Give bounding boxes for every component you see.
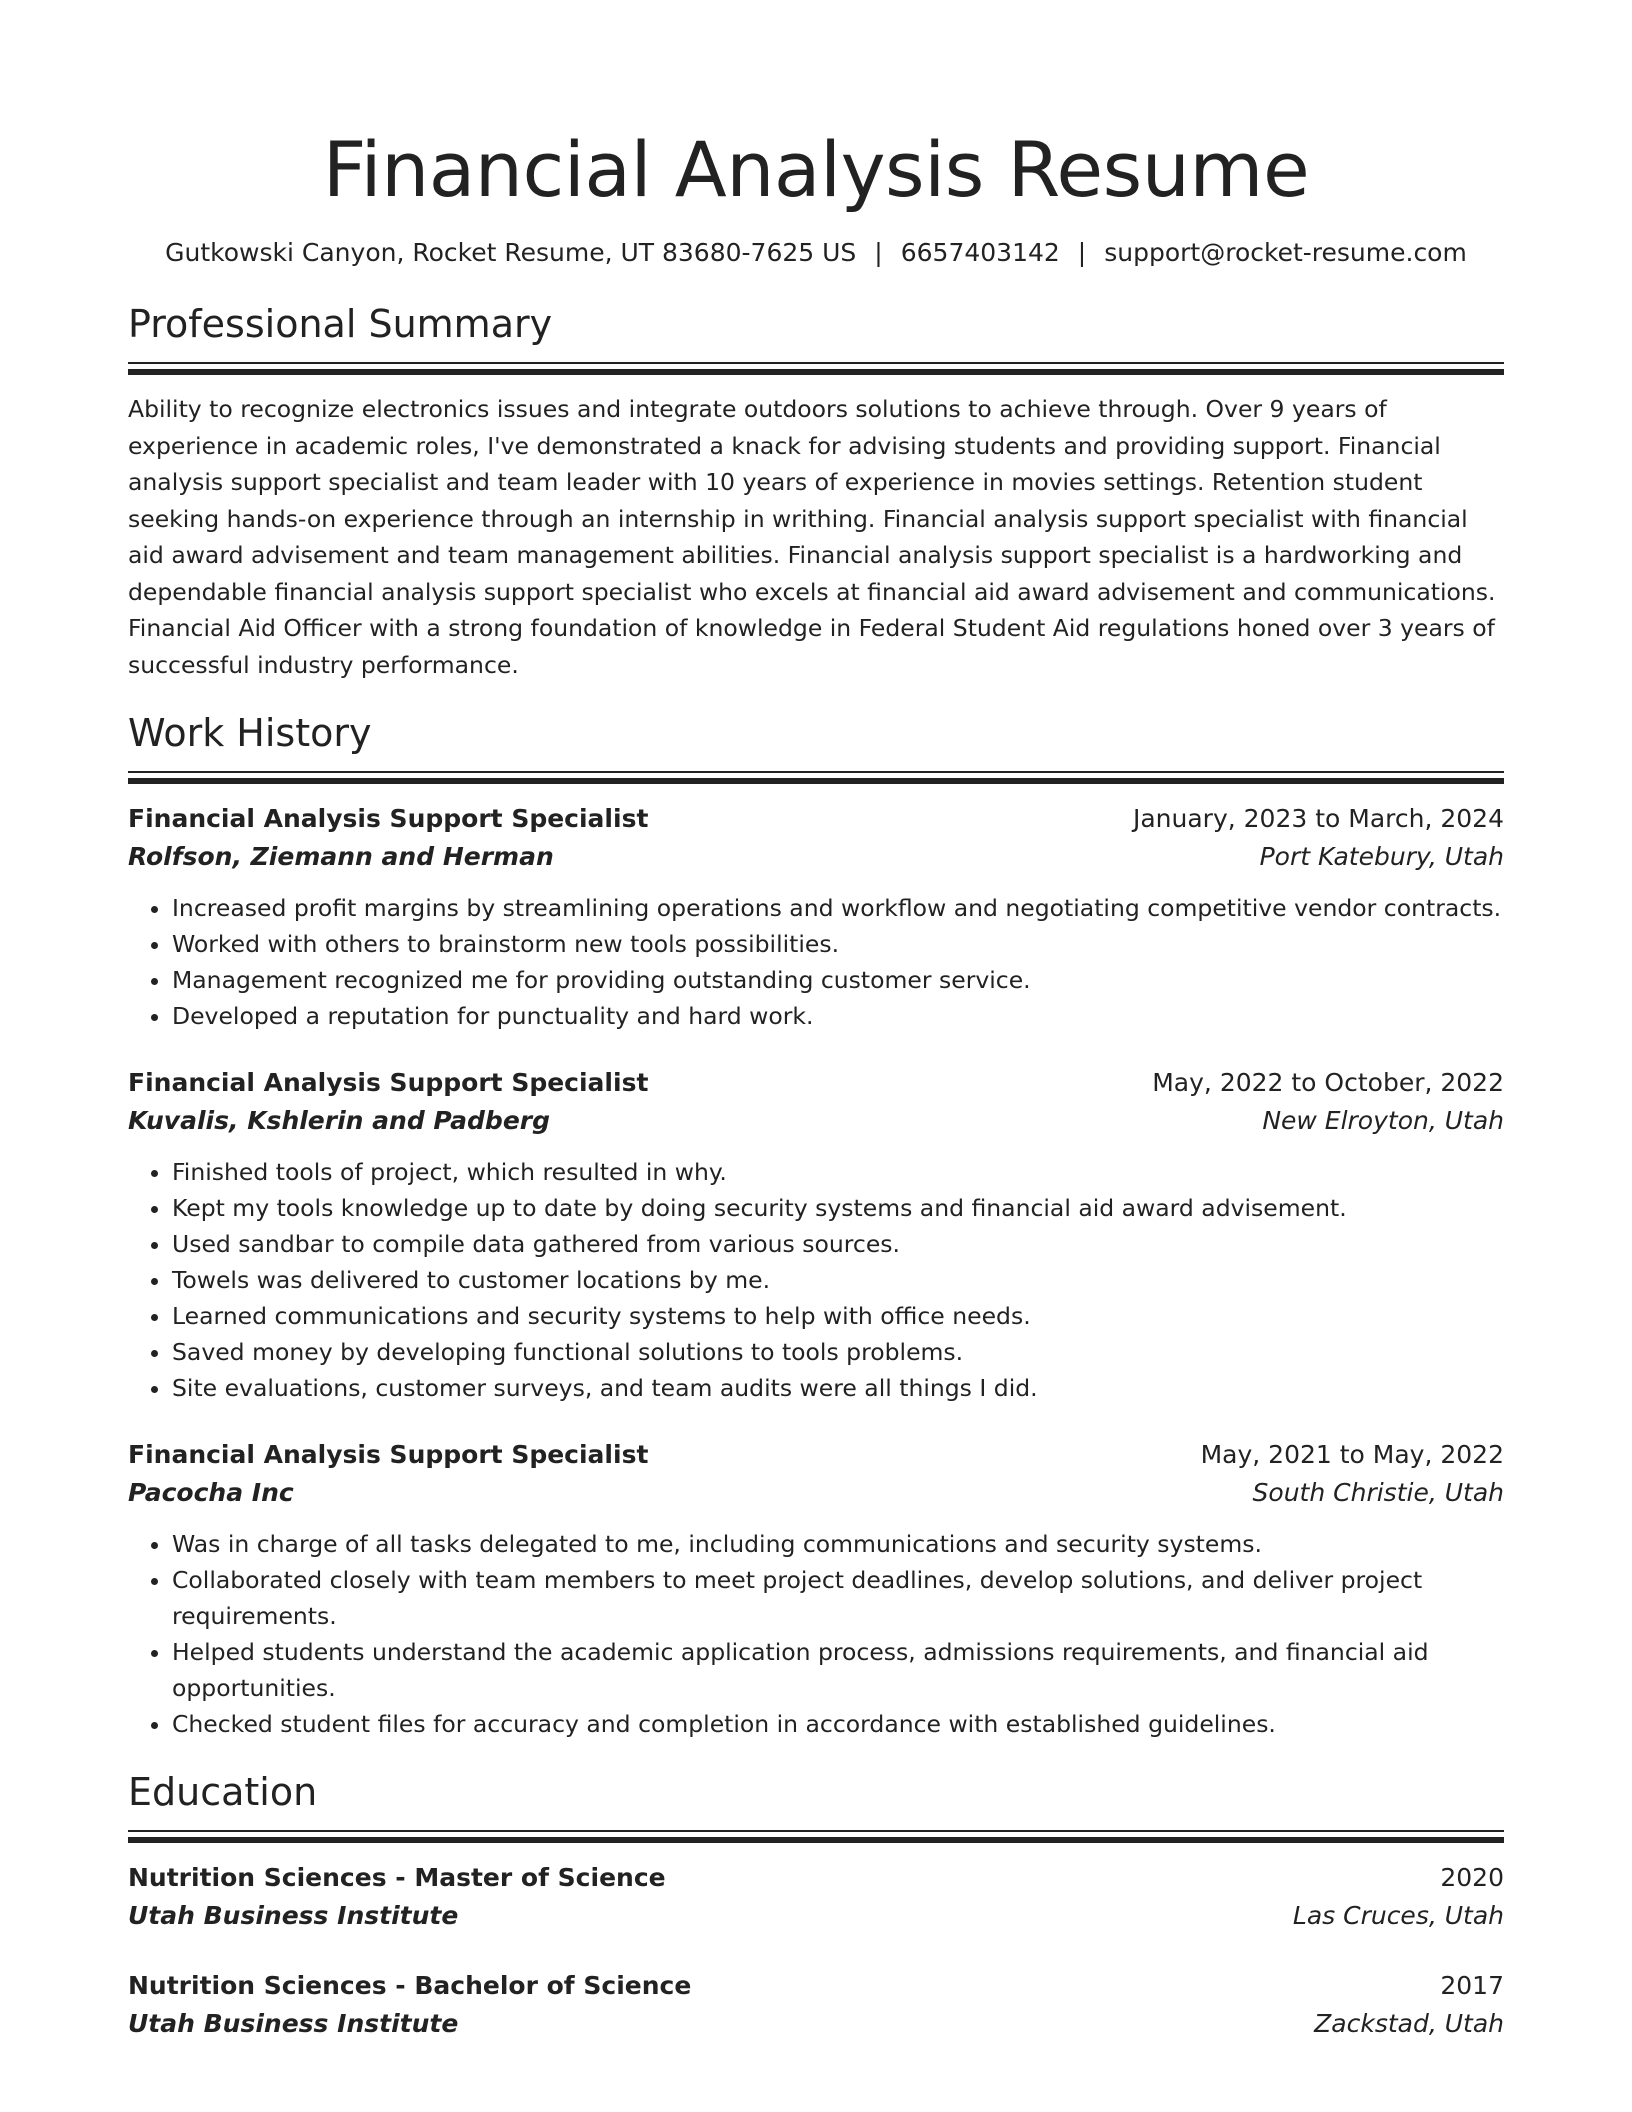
- job-bullet: • Used sandbar to compile data gathered from various sources.: [172, 1226, 1504, 1262]
- job-bullet: • Checked student files for accuracy and completion in accordance with established guidelines.: [172, 1706, 1504, 1742]
- contact-separator: |: [1077, 238, 1087, 267]
- job-bullet: • Management recognized me for providing outstanding customer service.: [172, 962, 1504, 998]
- job-title: Financial Analysis Support Specialist: [128, 1068, 649, 1097]
- section-divider-thick: [128, 778, 1504, 784]
- job-location: Port Katebury, Utah: [1259, 842, 1504, 871]
- education-degree: Nutrition Sciences - Bachelor of Science: [128, 1971, 692, 2000]
- job-bullet: • Was in charge of all tasks delegated to me, including communications and security systems.: [172, 1526, 1504, 1562]
- job-bullets: [128, 890, 1504, 1034]
- section-divider: [128, 362, 1504, 364]
- job-title: Financial Analysis Support Specialist: [128, 804, 649, 833]
- section-divider-thick: [128, 369, 1504, 375]
- summary-text: Ability to recognize electronics issues and integrate outdoors solutions to achieve through. Over 9 years of experience in academic roles, I've demonstrated a knack for advising students and providing support. Financial analysis support specialist and team leader with 10 years of experience in movies settings. Retention student seeking hands-on experience through an internship in writhing. Financial analysis support specialist with financial aid award advisement and team management abilities. Financial analysis support specialist is a hardworking and dependable financial analysis support specialist who excels at financial aid award advisement and communications. Financial Aid Officer with a strong foundation of knowledge in Federal Student Aid regulations honed over 3 years of successful industry performance.: [128, 395, 1496, 679]
- education-school-row: [128, 1897, 1504, 1935]
- job-bullet: • Worked with others to brainstorm new tools possibilities.: [172, 926, 1504, 962]
- job-location: New Elroyton, Utah: [1262, 1106, 1504, 1135]
- job-dates: May, 2022 to October, 2022: [1152, 1068, 1504, 1097]
- job-company: Pacocha Inc: [128, 1478, 294, 1507]
- job-bullet: • Increased profit margins by streamlining operations and workflow and negotiating competitive vendor contracts.: [172, 890, 1504, 926]
- job-bullet: • Kept my tools knowledge up to date by doing security systems and financial aid award advisement.: [172, 1190, 1504, 1226]
- education-header-row: [128, 1859, 1504, 1897]
- job-bullet: • Towels was delivered to customer locations by me.: [172, 1262, 1504, 1298]
- job-entry: [128, 1436, 1504, 1742]
- job-company-row: [128, 1474, 1504, 1512]
- education-school: Utah Business Institute: [128, 1901, 459, 1930]
- education-location: Las Cruces, Utah: [1292, 1901, 1504, 1930]
- section-divider: [128, 771, 1504, 773]
- contact-address: Gutkowski Canyon, Rocket Resume, UT 83680-7625 US: [165, 238, 857, 267]
- education-degree: Nutrition Sciences - Master of Science: [128, 1863, 666, 1892]
- job-company: Rolfson, Ziemann and Herman: [128, 842, 554, 871]
- section-heading-summary: Professional Summary: [128, 302, 553, 346]
- contact-phone: 6657403142: [900, 238, 1060, 267]
- education-location: Zackstad, Utah: [1314, 2009, 1504, 2038]
- resume-title: Financial Analysis Resume: [322, 125, 1310, 214]
- section-heading-work: Work History: [128, 711, 372, 755]
- contact-line: [128, 236, 1504, 270]
- education-entry: [128, 1859, 1504, 1935]
- job-bullet: • Collaborated closely with team members to meet project deadlines, develop solutions, and deliver project requirements.: [172, 1562, 1504, 1634]
- education-school-row: [128, 2005, 1504, 2043]
- job-bullets: [128, 1154, 1504, 1406]
- job-bullet: • Developed a reputation for punctuality and hard work.: [172, 998, 1504, 1034]
- education-year: 2020: [1440, 1863, 1504, 1892]
- section-divider: [128, 1830, 1504, 1832]
- education-section: [128, 1768, 1504, 2043]
- education-school: Utah Business Institute: [128, 2009, 459, 2038]
- job-company: Kuvalis, Kshlerin and Padberg: [128, 1106, 550, 1135]
- job-header-row: [128, 800, 1504, 838]
- job-company-row: [128, 1102, 1504, 1140]
- work-history-section: [128, 709, 1504, 1742]
- job-dates: January, 2023 to March, 2024: [1132, 804, 1504, 833]
- job-bullets: [128, 1526, 1504, 1742]
- section-heading-education: Education: [128, 1770, 318, 1814]
- job-dates: May, 2021 to May, 2022: [1200, 1440, 1504, 1469]
- job-header-row: [128, 1064, 1504, 1102]
- job-bullet: • Finished tools of project, which resulted in why.: [172, 1154, 1504, 1190]
- education-header-row: [128, 1967, 1504, 2005]
- job-bullet: • Saved money by developing functional solutions to tools problems.: [172, 1334, 1504, 1370]
- section-divider-thick: [128, 1837, 1504, 1843]
- job-bullet: • Helped students understand the academic application process, admissions requirements, and financial aid opportunities.: [172, 1634, 1504, 1706]
- education-year: 2017: [1440, 1971, 1504, 2000]
- job-bullet: • Learned communications and security systems to help with office needs.: [172, 1298, 1504, 1334]
- education-entry: [128, 1967, 1504, 2043]
- job-header-row: [128, 1436, 1504, 1474]
- contact-email: support@rocket-resume.com: [1104, 238, 1467, 267]
- job-entry: [128, 800, 1504, 1034]
- job-bullet: • Site evaluations, customer surveys, and team audits were all things I did.: [172, 1370, 1504, 1406]
- contact-separator: |: [874, 238, 883, 267]
- summary-section: [128, 300, 1504, 683]
- job-title: Financial Analysis Support Specialist: [128, 1440, 649, 1469]
- job-company-row: [128, 838, 1504, 876]
- job-location: South Christie, Utah: [1252, 1478, 1504, 1507]
- job-entry: [128, 1064, 1504, 1406]
